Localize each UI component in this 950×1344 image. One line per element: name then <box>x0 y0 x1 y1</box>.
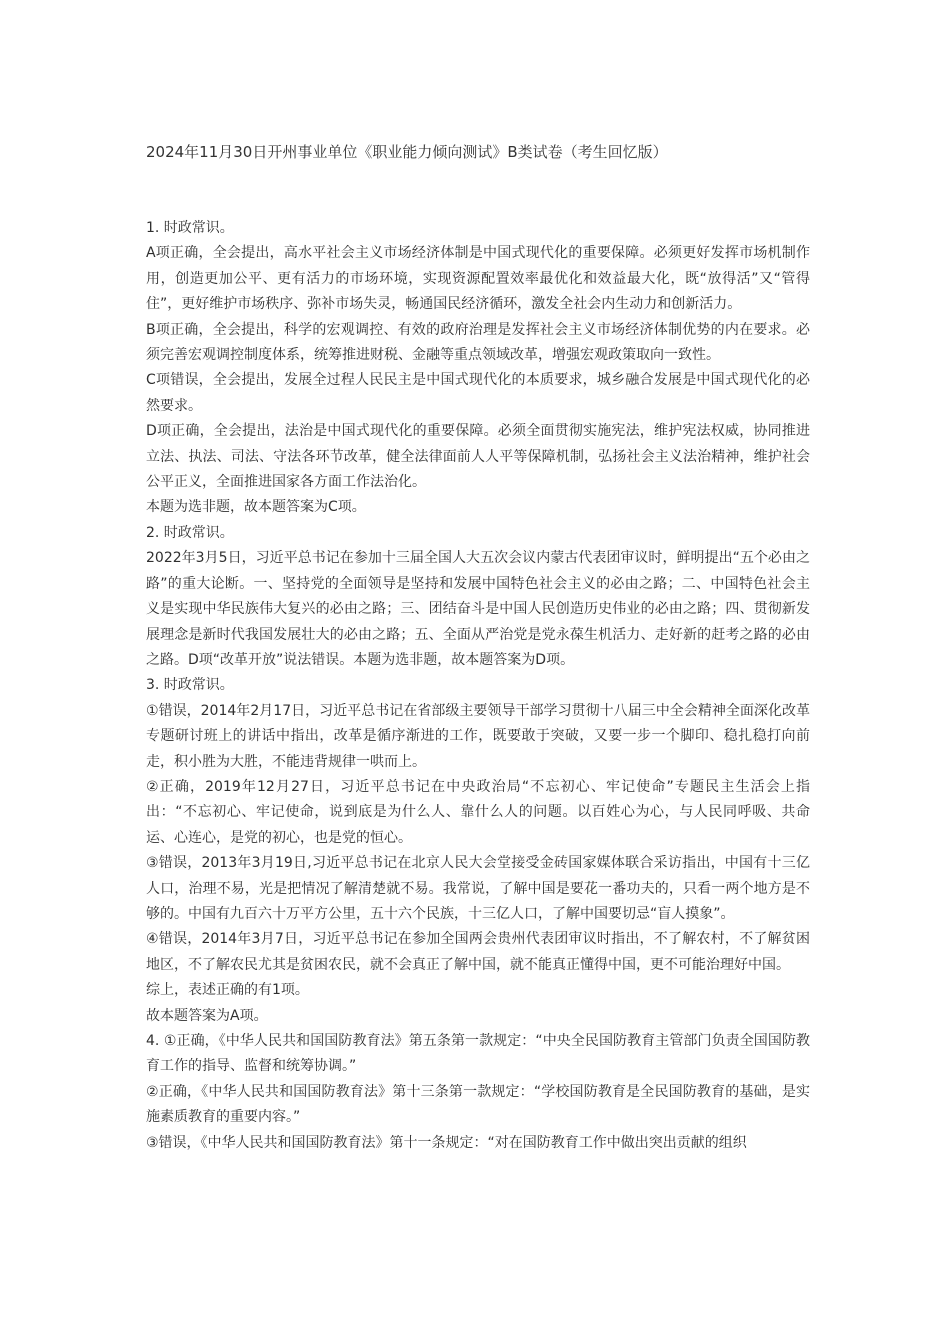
paragraph: C项错误，全会提出，发展全过程人民民主是中国式现代化的本质要求，城乡融合发展是中国式现代化的必然要求。 <box>146 372 810 414</box>
paragraph: D项正确，全会提出，法治是中国式现代化的重要保障。必须全面贯彻实施宪法，维护宪法权威，协同推进立法、执法、司法、守法各环节改革，健全法律面前人人平等保障机制，弘扬社会主义法治精神，维护社会公平正义，全面推进国家各方面工作法治化。 <box>146 423 810 491</box>
paragraph: 故本题答案为A项。 <box>146 1007 268 1024</box>
paragraph: 1. 时政常识。 <box>146 220 234 236</box>
paragraph: ③错误，2013年3月19日,习近平总书记在北京人民大会堂接受金砖国家媒体联合采访指出，中国有十三亿人口，治理不易，光是把情况了解清楚就不易。我常说，了解中国是要花一番功夫的，只看一两个地方是不够的。中国有九百六十万平方公里，五十六个民族，十三亿人口，了解中国要切忌“盲人摸象”。 <box>146 855 810 922</box>
paragraph: ②正确，2019年12月27日，习近平总书记在中央政治局“不忘初心、牢记使命”专题民主生活会上指出：“不忘初心、牢记使命，说到底是为什么人、靠什么人的问题。以百姓心为心，与人民同呼吸、共命运、心连心，是党的初心，也是党的恒心。 <box>146 778 810 846</box>
paragraph: 3. 时政常识。 <box>146 677 234 694</box>
document-title: 2024年11月30日开州事业单位《职业能力倾向测试》B类试卷（考生回忆版） <box>146 143 668 161</box>
paragraph: A项正确，全会提出，高水平社会主义市场经济体制是中国式现代化的重要保障。必须更好发挥市场机制作用，创造更加公平、更有活力的市场环境，实现资源配置效率最优化和效益最大化，既“放得活”又“管得住”，更好维护市场秩序、弥补市场失灵，畅通国民经济循环，激发全社会内生动力和创新活力。 <box>146 245 810 313</box>
paragraph: 本题为选非题，故本题答案为C项。 <box>146 499 366 516</box>
paragraph: ④错误，2014年3月7日，习近平总书记在参加全国两会贵州代表团审议时指出，不了解农村，不了解贫困地区，不了解农民尤其是贫困农民，就不会真正了解中国，就不能真正懂得中国，更不可能治理好中国。 <box>146 931 810 973</box>
paragraph: B项正确，全会提出，科学的宏观调控、有效的政府治理是发挥社会主义市场经济体制优势的内在要求。必须完善宏观调控制度体系，统筹推进财税、金融等重点领域改革，增强宏观政策取向一致性。 <box>146 321 810 364</box>
paragraph: ②正确，《中华人民共和国国防教育法》第十三条第一款规定：“学校国防教育是全民国防教育的基础，是实施素质教育的重要内容。” <box>146 1083 810 1126</box>
paragraph: ①错误，2014年2月17日，习近平总书记在省部级主要领导干部学习贯彻十八届三中全会精神全面深化改革专题研讨班上的讲话中指出，改革是循序渐进的工作，既要敢于突破，又要一步一个脚印、稳扎稳打向前走，积小胜为大胜，不能违背规律一哄而上。 <box>146 702 810 770</box>
paragraph: 4. ①正确，《中华人民共和国国防教育法》第五条第一款规定：“中央全民国防教育主管部门负责全国国防教育工作的指导、监督和统筹协调。” <box>146 1033 810 1075</box>
paragraph: ③错误，《中华人民共和国国防教育法》第十一条规定：“对在国防教育工作中做出突出贡献的组织 <box>146 1134 747 1151</box>
paragraph: 综上，表述正确的有1项。 <box>146 982 309 999</box>
document-body <box>146 216 810 1156</box>
paragraph: 2022年3月5日，习近平总书记在参加十三届全国人大五次会议内蒙古代表团审议时，鲜明提出“五个必由之路”的重大论断。一、坚持党的全面领导是坚持和发展中国特色社会主义的必由之路；二、中国特色社会主义是实现中华民族伟大复兴的必由之路；三、团结奋斗是中国人民创造历史伟业的必由之路；四、贯彻新发展理念是新时代我国发展壮大的必由之路；五、全面从严治党是党永葆生机活力、走好新的赶考之路的必由之路。D项“改革开放”说法错误。本题为选非题，故本题答案为D项。 <box>146 550 810 668</box>
paragraph: 2. 时政常识。 <box>146 524 234 541</box>
